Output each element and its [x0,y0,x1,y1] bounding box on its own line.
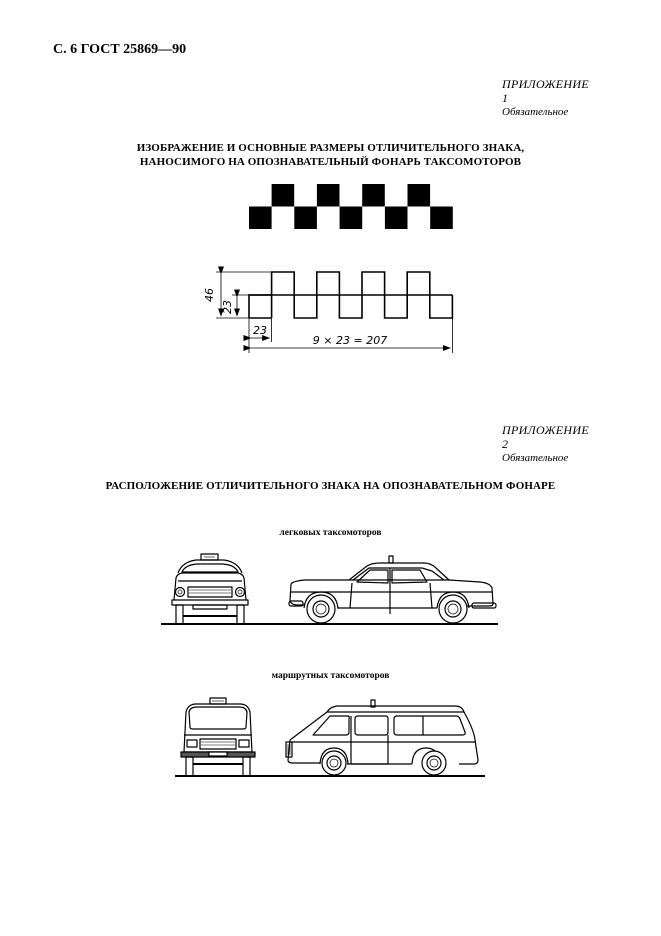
dim-row-height: 23 [221,300,234,314]
page-header: С. 6 ГОСТ 25869—90 [53,42,187,57]
dim-total-width: 9 × 23 = 207 [312,334,388,347]
van-front-view [181,698,255,776]
appendix-2-status: Обязательное [502,452,569,464]
appendix-2-title: РАСПОЛОЖЕНИЕ ОТЛИЧИТЕЛЬНОГО ЗНАКА НА ОПОЗНАВАТЕЛЬНОМ ФОНАРЕ [105,480,556,492]
appendix-1-title-line1: ИЗОБРАЖЕНИЕ И ОСНОВНЫЕ РАЗМЕРЫ ОТЛИЧИТЕЛЬНОГО ЗНАКА, [136,142,525,154]
figure-caption-passenger-taxis: легковых таксомоторов [279,528,382,538]
figure-caption-route-taxis: маршрутных таксомоторов [271,671,390,681]
dim-cell-width: 23 [253,324,267,337]
van-side-view [286,700,478,775]
appendix-2-label: ПРИЛОЖЕНИЕ 2 [502,423,589,451]
appendix-1-title-line2: НАНОСИМОГО НА ОПОЗНАВАТЕЛЬНЫЙ ФОНАРЬ ТАКСОМОТОРОВ [139,156,522,168]
appendix-1-label: ПРИЛОЖЕНИЕ 1 [502,77,589,105]
appendix-1-status: Обязательное [502,106,569,118]
dim-total-height: 46 [203,288,216,302]
